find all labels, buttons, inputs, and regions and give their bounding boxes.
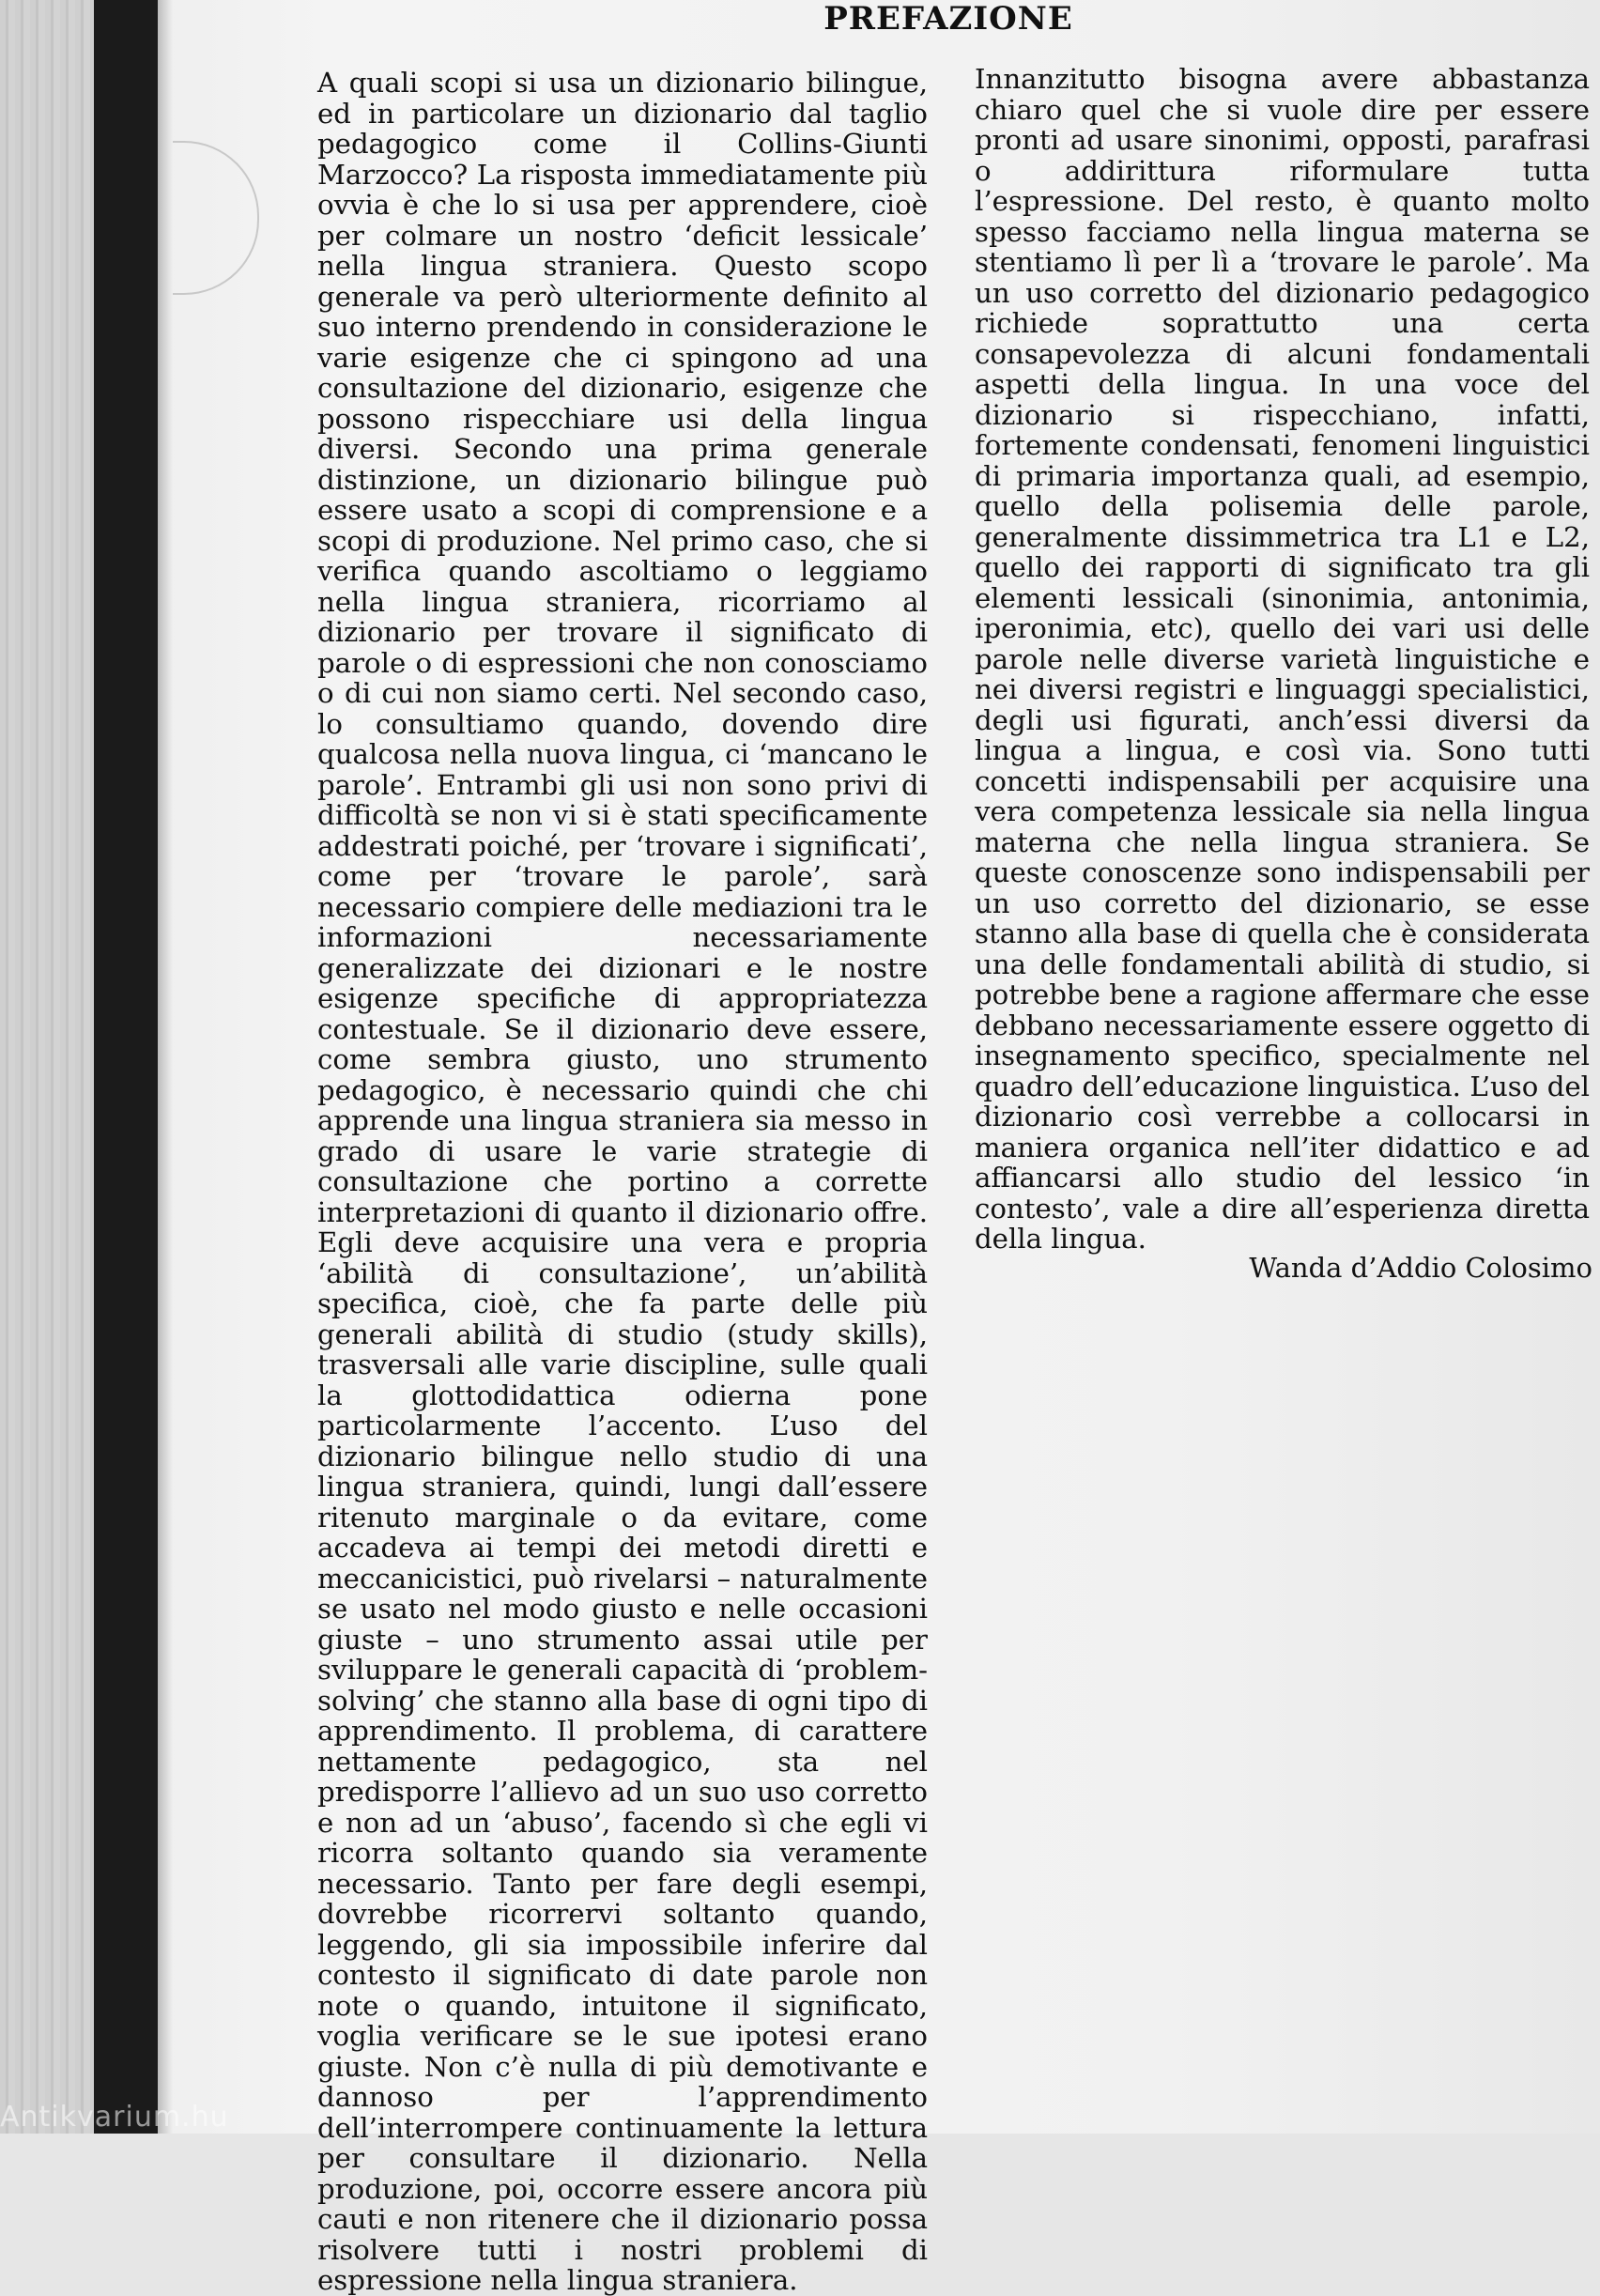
page-title: PREFAZIONE — [823, 0, 1073, 38]
page-shadow — [158, 0, 173, 2134]
text-column-right — [975, 64, 1590, 1255]
right-column-paragraph: Innanzitutto bisogna avere abbastanza chiaro quel che si vuole dire per essere pronti ad usare sinonimi, opposti, parafrasi o addirittura riformulare tutta l’espressione. Del resto, è quanto molto spesso facciamo nella lingua materna se stentiamo lì per lì a ‘trovare le parole’. Ma un uso corretto del dizionario pedagogico richiede soprattutto una certa consapevolezza di alcuni fondamentali aspetti della lingua. In una voce del dizionario si rispecchiano, infatti, fortemente condensati, fenomeni linguistici di primaria importanza quali, ad esempio, quello della polisemia delle parole, generalmente dissimmetrica tra L1 e L2, quello dei rapporti di significato tra gli elementi lessicali (sinonimia, antonimia, iperonimia, etc), quello dei vari usi delle parole nelle diverse varietà linguistiche e nei diversi registri e linguaggi specialistici, degli usi figurati, anch’essi diversi da lingua a lingua, e così via. Sono tutti concetti indispensabili per acquisire una vera competenza lessicale sia nella lingua materna che nella lingua straniera. Se queste conoscenze sono indispensabili per un uso corretto del dizionario, se esse stanno alla base di quella che è considerata una delle fondamentali abilità di studio, si potrebbe bene a ragione affermare che esse debbano necessariamente essere oggetto di insegnamento specifico, specialmente nel quadro dell’educazione linguistica. L’uso del dizionario così verrebbe a collocarsi in maniera organica nell’iter didattico e ad affiancarsi allo studio del lessico ‘in contesto’, vale a dire all’esperienza diretta della lingua. — [975, 63, 1590, 1255]
author-signature: Wanda d’Addio Colosimo — [1249, 1252, 1592, 1284]
left-column-paragraph: A quali scopi si usa un dizionario bilingue, ed in particolare un dizionario dal taglio pedagogico come il Collins-Giunti Marzocco? La risposta immediatamente più ovvia è che lo si usa per apprendere, cioè per colmare un nostro ‘deficit lessicale’ nella lingua straniera. Questo scopo generale va però ulteriormente definito al suo interno prendendo in considerazione le varie esigenze che ci spingono ad una consultazione del dizionario, esigenze che possono rispecchiare usi della lingua diversi. Secondo una prima generale distinzione, un dizionario bilingue può essere usato a scopi di comprensione e a scopi di produzione. Nel primo caso, che si verifica quando ascoltiamo o leggiamo nella lingua straniera, ricorriamo al dizionario per trovare il significato di parole o di espressioni che non conosciamo o di cui non siamo certi. Nel secondo caso, lo consultiamo quando, dovendo dire qualcosa nella nuova lingua, ci ‘mancano le parole’. Entrambi gli usi non sono privi di difficoltà se non vi si è stati specificamente addestrati poiché, per ‘trovare i significati’, come per ‘trovare le parole’, sarà necessario compiere delle mediazioni tra le informazioni necessariamente generalizzate dei dizionari e le nostre esigenze specifiche di appropriatezza contestuale. Se il dizionario deve essere, come sembra giusto, uno strumento pedagogico, è necessario quindi che chi apprende una lingua straniera sia messo in grado di usare le varie strategie di consultazione che portino a corrette interpretazioni di quanto il dizionario offre. Egli deve acquisire una vera e propria ‘abilità di consultazione’, un’abilità specifica, cioè, che fa parte delle più generali abilità di studio (study skills), trasversali alle varie discipline, sulle quali la glottodidattica odierna pone particolarmente l’accento. L’uso del dizionario bilingue nello studio di una lingua straniera, quindi, lungi dall’essere ritenuto marginale o da evitare, come accadeva ai tempi dei metodi diretti e meccanicistici, può rivelarsi – naturalmente se usato nel modo giusto e nelle occasioni giuste – uno strumento assai utile per sviluppare le generali capacità di ‘problem-solving’ che stanno alla base di ogni tipo di apprendimento. Il problema, di carattere nettamente pedagogico, sta nel predisporre l’allievo ad un suo uso corretto e non ad un ‘abuso’, facendo sì che egli vi ricorra soltanto quando sia veramente necessario. Tanto per fare degli esempi, dovrebbe ricorrervi soltanto quando, leggendo, gli sia impossibile inferire dal contesto il significato di date parole non note o quando, intuitone il significato, voglia verificare se le sue ipotesi erano giuste. Non c’è nulla di più demotivante e dannoso per l’apprendimento dell’interrompere continuamente la lettura per consultare il dizionario. Nella produzione, poi, occorre essere ancora più cauti e non ritenere che il dizionario possa risolvere tutti i nostri problemi di espressione nella lingua straniera. — [317, 67, 928, 2296]
watermark: Antikvarium.hu — [0, 2101, 229, 2134]
text-column-left — [317, 68, 928, 2296]
book-spine — [94, 0, 158, 2134]
background-left-pages — [0, 0, 94, 2134]
